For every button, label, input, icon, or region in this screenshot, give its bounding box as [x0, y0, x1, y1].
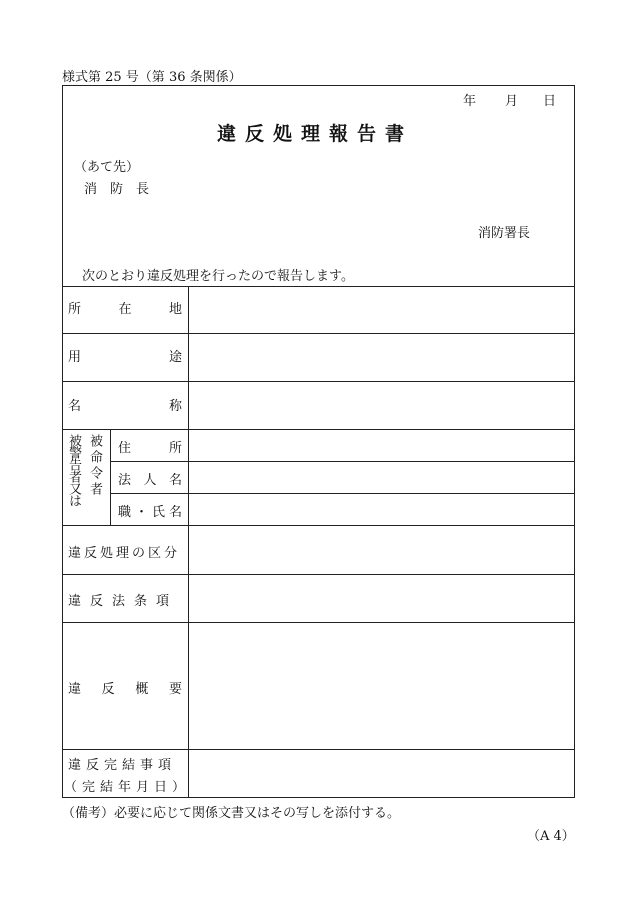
label-category: 違反処理の区分: [68, 546, 181, 561]
label-title-name: 職 ・ 氏 名: [118, 505, 182, 520]
label-location-3: 地: [168, 302, 182, 317]
row-divider: [110, 461, 575, 462]
document-title: 違反処理報告書: [216, 123, 413, 145]
label-use: [68, 346, 182, 365]
footnote: （備考）必要に応じて関係文書又はその写しを添付する。: [62, 806, 401, 821]
label-use-1: 用: [68, 350, 82, 365]
addressee: 消 防 長: [84, 182, 150, 197]
label-corp-name: 法 人 名: [118, 473, 182, 488]
row-divider: [62, 749, 575, 750]
label-location-2: 在: [118, 302, 132, 317]
row-divider: [62, 286, 575, 287]
row-divider: [62, 333, 575, 334]
party-outer-label: 被警告者又は: [66, 434, 81, 506]
addressee-label: （あて先）: [74, 160, 140, 175]
date-year: 年: [463, 94, 477, 109]
sender-title: 消防署長: [478, 226, 531, 241]
label-column-divider: [188, 286, 189, 798]
row-divider: [62, 381, 575, 382]
row-divider: [62, 429, 575, 430]
date-month: 月: [505, 94, 519, 109]
label-summary: 違 反 概 要: [68, 682, 182, 697]
form-number: 様式第 25 号（第 36 条関係）: [62, 70, 242, 85]
label-completion-2: （完結年月日）: [64, 780, 191, 795]
date-day: 日: [543, 94, 557, 109]
label-name-1: 名: [68, 399, 82, 414]
paper-size: （A 4）: [527, 829, 575, 844]
label-address: 住 所: [118, 441, 182, 456]
row-divider: [62, 525, 575, 526]
label-law: 違反法条項: [68, 594, 179, 609]
party-inner-label: 被命令者: [87, 434, 102, 498]
intro-text: 次のとおり違反処理を行ったので報告します。: [82, 269, 354, 284]
row-divider: [62, 622, 575, 623]
party-column-divider: [110, 429, 111, 525]
label-location-1: 所: [68, 302, 82, 317]
label-location: [68, 298, 182, 317]
label-completion-1: 違反完結事項: [68, 758, 177, 773]
label-use-2: 途: [168, 350, 182, 365]
label-name: [68, 395, 182, 414]
row-divider: [62, 574, 575, 575]
label-name-2: 称: [168, 399, 182, 414]
row-divider: [110, 493, 575, 494]
